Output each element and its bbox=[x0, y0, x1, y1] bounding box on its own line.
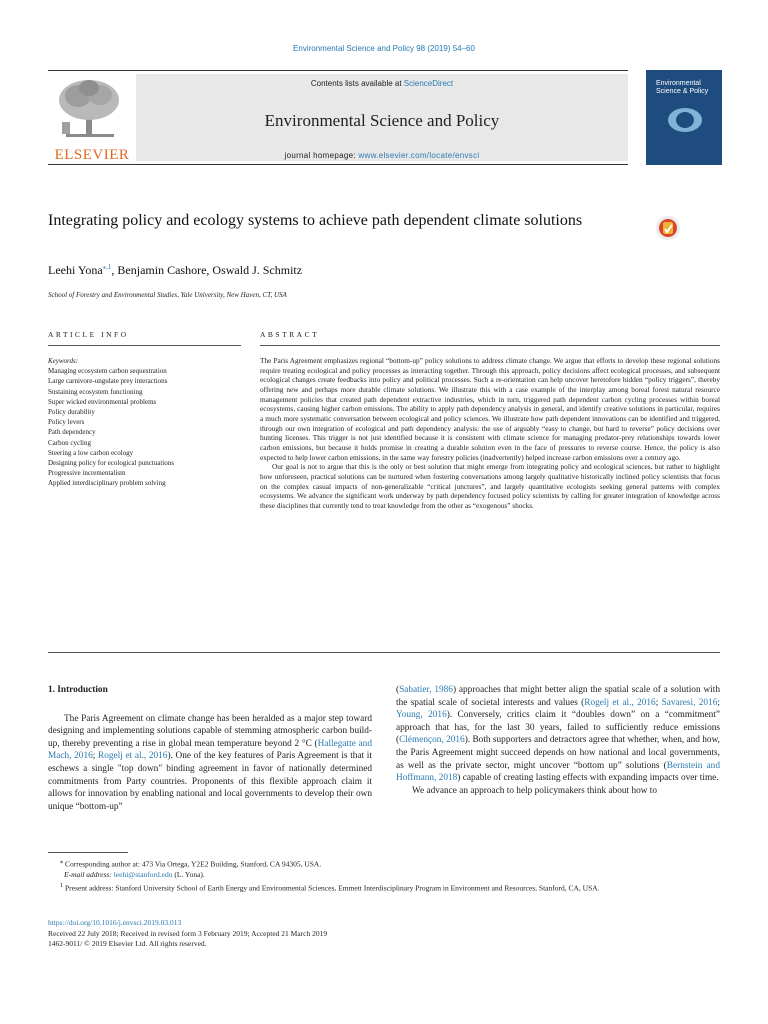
body-text: ) capable of creating lasting effects with expanding impacts over time. bbox=[457, 773, 719, 784]
keyword-item: Applied interdisciplinary problem solving bbox=[48, 479, 166, 488]
body-text: ; bbox=[92, 751, 98, 762]
footnote-email bbox=[48, 870, 720, 881]
author-marks[interactable]: ⁎,1 bbox=[102, 263, 112, 271]
author-name: Benjamin Cashore bbox=[117, 263, 207, 277]
keyword-item: Designing policy for ecological punctuations bbox=[48, 459, 174, 468]
article-info-heading: ARTICLE INFO bbox=[48, 330, 129, 339]
email-label: E-mail address: bbox=[64, 870, 114, 879]
footnote-text: Present address: Stanford University School of Earth Energy and Environmental Sciences, Emmett Interdisciplinary Program in Environment and Resources, Stanford, CA, USA. bbox=[65, 883, 600, 892]
article-info-rule bbox=[48, 345, 241, 346]
affiliation: School of Forestry and Environmental Studies, Yale University, New Haven, CT, USA bbox=[48, 291, 287, 299]
body-text: The Paris Agreement on climate change has been heralded as a major step toward designing and implementing solutions capable of stemming atmospheric carbon build-up, thereby preventing a rise in global mean temperature beyond 2 °C ( bbox=[48, 713, 372, 749]
homepage-link[interactable]: www.elsevier.com/locate/envsci bbox=[358, 151, 480, 160]
homepage-line bbox=[136, 151, 628, 160]
keyword-item: Progressive incrementalism bbox=[48, 469, 126, 478]
body-paragraph bbox=[396, 684, 720, 785]
running-head[interactable]: Environmental Science and Policy 98 (2019) 54–60 bbox=[293, 44, 475, 53]
author-separator: , bbox=[111, 263, 118, 277]
author-3[interactable] bbox=[212, 263, 302, 277]
body-text: ( bbox=[396, 685, 400, 695]
body-text: ) approaches that might better align the spatial scale of a solution with the spatial scale of societal interests and values ( bbox=[396, 685, 720, 708]
contents-line bbox=[136, 79, 628, 88]
homepage-prefix: journal homepage: bbox=[284, 151, 359, 160]
author-2[interactable] bbox=[117, 263, 212, 277]
abstract-body bbox=[260, 356, 720, 511]
email-link[interactable]: leehi@stanford.edu bbox=[113, 870, 173, 879]
received-dates: Received 22 July 2018; Received in revised form 3 February 2019; Accepted 21 March 2019 bbox=[48, 928, 328, 938]
keyword-item: Managing ecosystem carbon sequestration bbox=[48, 367, 167, 376]
elsevier-wordmark: ELSEVIER bbox=[54, 147, 130, 163]
author-separator: , bbox=[206, 263, 213, 277]
body-paragraph bbox=[48, 713, 372, 814]
body-text: ; bbox=[717, 697, 720, 708]
author-name: Leehi Yona bbox=[48, 263, 103, 277]
article-meta bbox=[48, 918, 720, 950]
citation-link[interactable]: Savaresi, 2016 bbox=[661, 697, 718, 708]
body-paragraph: We advance an approach to help policymakers think about how to bbox=[412, 785, 658, 796]
journal-masthead bbox=[48, 70, 628, 165]
body-text: ; bbox=[655, 697, 662, 708]
doi-link[interactable]: https://doi.org/10.1016/j.envsci.2019.03.013 bbox=[48, 918, 182, 927]
citation-link[interactable]: Hallegatte and Mach, 2016 bbox=[48, 738, 372, 762]
footnote-corresponding bbox=[48, 857, 720, 870]
check-for-updates-icon[interactable] bbox=[650, 214, 686, 254]
body-column-right bbox=[396, 684, 720, 797]
abstract-rule bbox=[260, 345, 720, 346]
email-suffix: (L. Yona). bbox=[172, 870, 205, 879]
citation-link[interactable]: Young, 2016 bbox=[396, 710, 447, 721]
sciencedirect-link[interactable]: ScienceDirect bbox=[403, 79, 454, 88]
author-1[interactable] bbox=[48, 263, 117, 277]
keyword-item: Large carnivore-ungulate prey interactions bbox=[48, 377, 168, 386]
masthead-bottom-rule bbox=[48, 164, 628, 165]
author-name: Oswald J. Schmitz bbox=[212, 263, 303, 277]
journal-title: Environmental Science and Policy bbox=[264, 111, 500, 130]
abstract-paragraph: The Paris Agreement emphasizes regional “bottom-up” policy solutions to address climate change. We argue that efforts to develop these regional solutions require treating ecological and policy processes as interacting together. Through this approach, policy decisions affect ecological processes, and subsequent ecological changes create feedbacks into policy and political processes. Such a re-orientation can help uncover heretofore hidden “policy triggers”, thereby offering new and perhaps more durable climate solutions. We illustrate this with a case example of the interplay among boreal forest natural resource management policies that created path dependent extractive industries, which in turn, triggered path dependent carbon cycling processes within boreal ecosystems, causing higher carbon emissions. The ability to apply path dependency analysis in general, and identify creative solutions in particular, requires a much more systematic conversation between ecological and policy sciences. We illustrate how path dependent innovations can be identified and triggered, through our own integration of ecological and path dependency analysis: the use of arguably “easy to change, but hard to reverse” policy decisions over hunting licenses. This trigger is not just identified because it is consistent with climate science for managing predator-prey relationships towards lower carbon emissions, but because it holds promise in creating a durable solution even in the face of pressures to reverse course. Hence, the policy is also expected to help lower carbon emissions, in the same way forestry policies (inadvertently) helped increase carbon emissions over a century ago. bbox=[260, 356, 720, 462]
footnotes bbox=[48, 857, 720, 894]
keyword-item: Carbon cycling bbox=[48, 438, 91, 447]
citation-link[interactable]: Rogelj et al., 2016 bbox=[98, 751, 168, 762]
footnote-rule bbox=[48, 852, 128, 853]
keyword-item: Policy durability bbox=[48, 408, 95, 417]
section-heading: 1. Introduction bbox=[48, 685, 108, 695]
citation-link[interactable]: Sabatier, 1986 bbox=[399, 685, 453, 695]
keyword-item: Policy levers bbox=[48, 418, 85, 427]
keywords-label: Keywords: bbox=[48, 357, 79, 365]
footnote-present-address bbox=[48, 881, 720, 894]
journal-cover-thumbnail bbox=[646, 70, 722, 165]
keyword-item: Sustaining ecosystem functioning bbox=[48, 387, 143, 396]
masthead-top-rule bbox=[48, 70, 628, 71]
abstract-bottom-rule bbox=[48, 652, 720, 653]
abstract-paragraph: Our goal is not to argue that this is the only or best solution that might emerge from integrating policy and ecological sciences, but rather to highlight how unforeseen, practical solutions can be nurtured when fostering conversations among largely qualitative historically inclined policy scientists that focus on the complex casual impacts of non-generalizable “critical junctures”, and largely quantitative ecologists seeking general patterns with complex ecosystems. We advance the significant work underway by path dependency focused policy scientists by calling for greater integration of knowledge across these disciplines that currently tend to treat knowledge from the other as “exogenous” shocks. bbox=[260, 462, 720, 510]
body-column-left bbox=[48, 684, 372, 813]
copyright-line: 1462-9011/ © 2019 Elsevier Ltd. All rights reserved. bbox=[48, 939, 207, 948]
cover-title: Environmental Science & Policy bbox=[656, 80, 709, 95]
citation-link[interactable]: Bernstein and Hoffmann, 2018 bbox=[396, 760, 720, 784]
body-text: ). One of the key features of Paris Agreement is that it eschews a single "top down" binding agreement in favor of nationally determined commitments from Party countries. Proponents of this flexible approach claim it allows for innovation by enabling national and local governments to develop their own unique “bottom-up” bbox=[48, 751, 372, 812]
footnote-mark: ⁎ bbox=[60, 858, 64, 865]
citation-link[interactable]: Rogelj et al., 2016 bbox=[584, 697, 656, 708]
keyword-item: Super wicked environmental problems bbox=[48, 397, 157, 406]
keyword-item: Steering a low carbon ecology bbox=[48, 448, 134, 457]
elsevier-tree-logo-icon bbox=[52, 78, 128, 140]
author-list bbox=[48, 263, 302, 278]
footnote-text: Corresponding author at: 473 Via Ortega, Y2E2 Building, Stanford, CA 94305, USA. bbox=[65, 859, 322, 869]
contents-prefix: Contents lists available at bbox=[310, 79, 404, 88]
citation-link[interactable]: Clémençon, 2016 bbox=[399, 735, 465, 746]
cover-globe-inner-icon bbox=[676, 112, 694, 128]
abstract-heading: ABSTRACT bbox=[260, 330, 320, 339]
keyword-item: Path dependency bbox=[48, 428, 96, 437]
keywords-list bbox=[48, 356, 248, 489]
body-text: ). Conversely, critics claim it “doubles down” on a “commitment” approach that has, for the last 30 years, failed to sufficiently reduce emissions ( bbox=[396, 710, 720, 746]
article-title: Integrating policy and ecology systems to achieve path dependent climate solutions bbox=[48, 212, 583, 229]
body-text: ). Both supporters and detractors agree that whether, when, and how, the Paris Agreement might succeed depends on how national and local governments, as well as the private sector, might uncover “bottom up” solutions ( bbox=[396, 735, 720, 771]
footnote-mark: 1 bbox=[60, 881, 64, 889]
